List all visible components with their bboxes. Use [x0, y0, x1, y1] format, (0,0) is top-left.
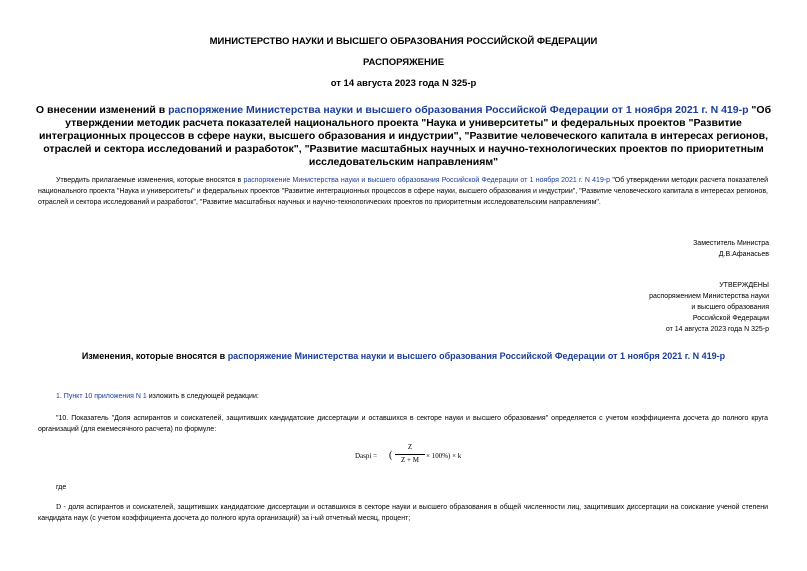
- formula-lhs: Daspi =: [355, 452, 378, 460]
- approved-line-4: Российской Федерации: [692, 315, 769, 322]
- item-1: [56, 391, 756, 402]
- changes-title: [0, 351, 807, 361]
- signature-name: Д.В.Афанасьев: [718, 251, 769, 258]
- formula-image: Daspi = ( Z Z + M × 100%) × k: [355, 443, 462, 464]
- approved-line-2: распоряжением Министерства науки: [649, 293, 769, 300]
- approved-line-5: от 14 августа 2023 года N 325-р: [665, 326, 769, 333]
- where-label: где: [56, 484, 67, 491]
- formula-denominator: Z + M: [401, 456, 419, 464]
- title-link[interactable]: распоряжение Министерства науки и высшего образования Российской Федерации от 1 ноября 2021 г. N 419-р: [168, 104, 749, 116]
- intro-suffix: "Об утверждении методик расчета показателей национального проекта "Наука и университеты" и федеральных проектов "Развитие интеграционных процессов в сфере науки, высшего образования и индустрии", "Развитие человеческого капитала в интересах регионов, отраслей и сектора исследований и разработок", "Развитие масштабных научных и научно-технологических проектов по приоритетным исследовательским направлениям".: [38, 177, 768, 207]
- item-1-link[interactable]: 1. Пункт 10 приложения N 1: [56, 393, 147, 400]
- fraction-bar: [395, 454, 425, 455]
- changes-title-link[interactable]: распоряжение Министерства науки и высшего образования Российской Федерации от 1 ноября 2021 г. N 419-р: [227, 351, 726, 361]
- definition-text: - доля аспирантов и соискателей, защитивших кандидатские диссертации и оставшихся в секторе науки и высшего образования в общей численности лиц, защитивших диссертации на соискание ученой степени кандидата наук (с учетом коэффициента досчета до полного круга организаций) за i-ый отчетный месяц, процент;: [38, 504, 768, 523]
- title-prefix: О внесении изменений в: [35, 104, 169, 116]
- intro-link[interactable]: распоряжение Министерства науки и высшего образования Российской Федерации от 1 ноября 2021 г. N 419-р: [243, 177, 611, 184]
- approved-line-1: УТВЕРЖДЕНЫ: [719, 282, 769, 289]
- paragraph-10: "10. Показатель "Доля аспирантов и соискателей, защитивших кандидатские диссертации и оставшихся в секторе науки и высшего образования" определяется с учетом коэффициента досчета до полного круга организаций (для ежемесячного расчета) по формуле:: [38, 415, 768, 434]
- definition-symbol: D: [56, 503, 62, 511]
- title-suffix: "Об утверждении методик расчета показателей национального проекта "Наука и университеты" и федеральных проектов "Развитие интеграционных процессов в сфере науки, высшего образования и индустрии", "Развитие человеческого капитала в интересах регионов, отраслей и сектора исследований и разработок", "Развитие масштабных научных и научно-технологических проектов по приоритетным исследовательским направлениям": [38, 104, 772, 168]
- ministry-header: МИНИСТЕРСТВО НАУКИ И ВЫСШЕГО ОБРАЗОВАНИЯ РОССИЙСКОЙ ФЕДЕРАЦИИ: [209, 36, 598, 47]
- document-title: [30, 104, 777, 169]
- item-1-suffix: изложить в следующей редакции:: [146, 393, 259, 400]
- signature-position: Заместитель Министра: [693, 240, 769, 247]
- changes-title-prefix: Изменения, которые вносятся в: [81, 351, 228, 361]
- definition-paragraph: [38, 502, 768, 524]
- approval-block: [649, 280, 769, 335]
- formula-numerator: Z: [407, 443, 413, 451]
- document-type: РАСПОРЯЖЕНИЕ: [362, 57, 445, 68]
- intro-prefix: Утвердить прилагаемые изменения, которые вносятся в: [56, 177, 244, 184]
- intro-paragraph: [38, 175, 768, 209]
- document-date-number: от 14 августа 2023 года N 325-р: [330, 78, 477, 89]
- signature-block: [693, 238, 769, 260]
- approved-line-3: и высшего образования: [691, 304, 769, 311]
- formula-tail: × 100%) × k: [426, 452, 462, 460]
